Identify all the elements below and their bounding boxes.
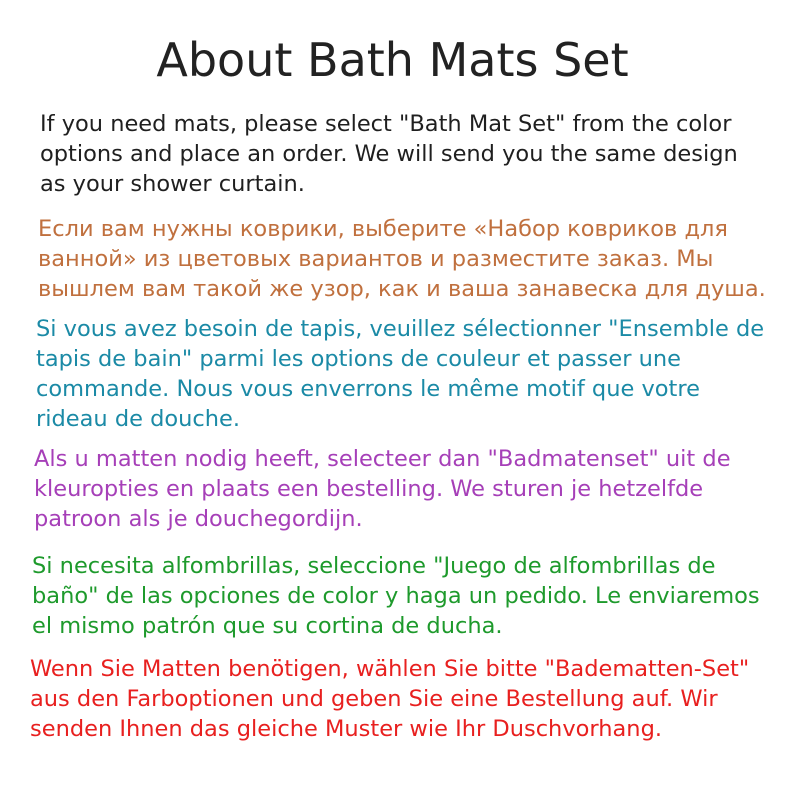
paragraph-line: Если вам нужны коврики, выберите «Набор ковриков для <box>38 216 728 242</box>
paragraph-line: el mismo patrón que su cortina de ducha. <box>32 613 503 639</box>
paragraph-line: senden Ihnen das gleiche Muster wie Ihr Duschvorhang. <box>30 716 662 742</box>
paragraph-french <box>36 314 764 434</box>
paragraph-line: aus den Farboptionen und geben Sie eine Bestellung auf. Wir <box>30 686 718 712</box>
paragraph-line: If you need mats, please select "Bath Mat Set" from the color <box>40 111 732 137</box>
paragraph-line: Wenn Sie Matten benötigen, wählen Sie bitte "Badematten-Set" <box>30 656 750 682</box>
paragraph-line: as your shower curtain. <box>40 171 305 197</box>
paragraph-line: tapis de bain" parmi les options de couleur et passer une <box>36 346 681 372</box>
paragraph-line: patroon als je douchegordijn. <box>34 506 363 532</box>
paragraph-line: rideau de douche. <box>36 406 241 432</box>
paragraph-line: Si necesita alfombrillas, seleccione "Juego de alfombrillas de <box>32 553 716 579</box>
page-title: About Bath Mats Set <box>156 33 629 87</box>
paragraph-line: options and place an order. We will send you the same design <box>40 141 738 167</box>
paragraph-line: Als u matten nodig heeft, selecteer dan "Badmatenset" uit de <box>34 446 731 472</box>
paragraph-line: Si vous avez besoin de tapis, veuillez sélectionner "Ensemble de <box>36 316 765 342</box>
paragraph-line: ванной» из цветовых вариантов и разместите заказ. Мы <box>38 246 714 272</box>
paragraph-line: kleuropties en plaats een bestelling. We sturen je hetzelfde <box>34 476 704 502</box>
paragraph-line: вышлем вам такой же узор, как и ваша занавеска для душа. <box>38 276 766 302</box>
paragraph-spanish <box>32 551 760 641</box>
paragraph-line: baño" de las opciones de color y haga un pedido. Le enviaremos <box>32 583 760 609</box>
paragraph-russian <box>38 214 766 304</box>
paragraph-english <box>40 109 738 199</box>
paragraph-line: commande. Nous vous enverrons le même motif que votre <box>36 376 700 402</box>
paragraph-german <box>30 654 749 744</box>
paragraph-dutch <box>34 444 731 534</box>
